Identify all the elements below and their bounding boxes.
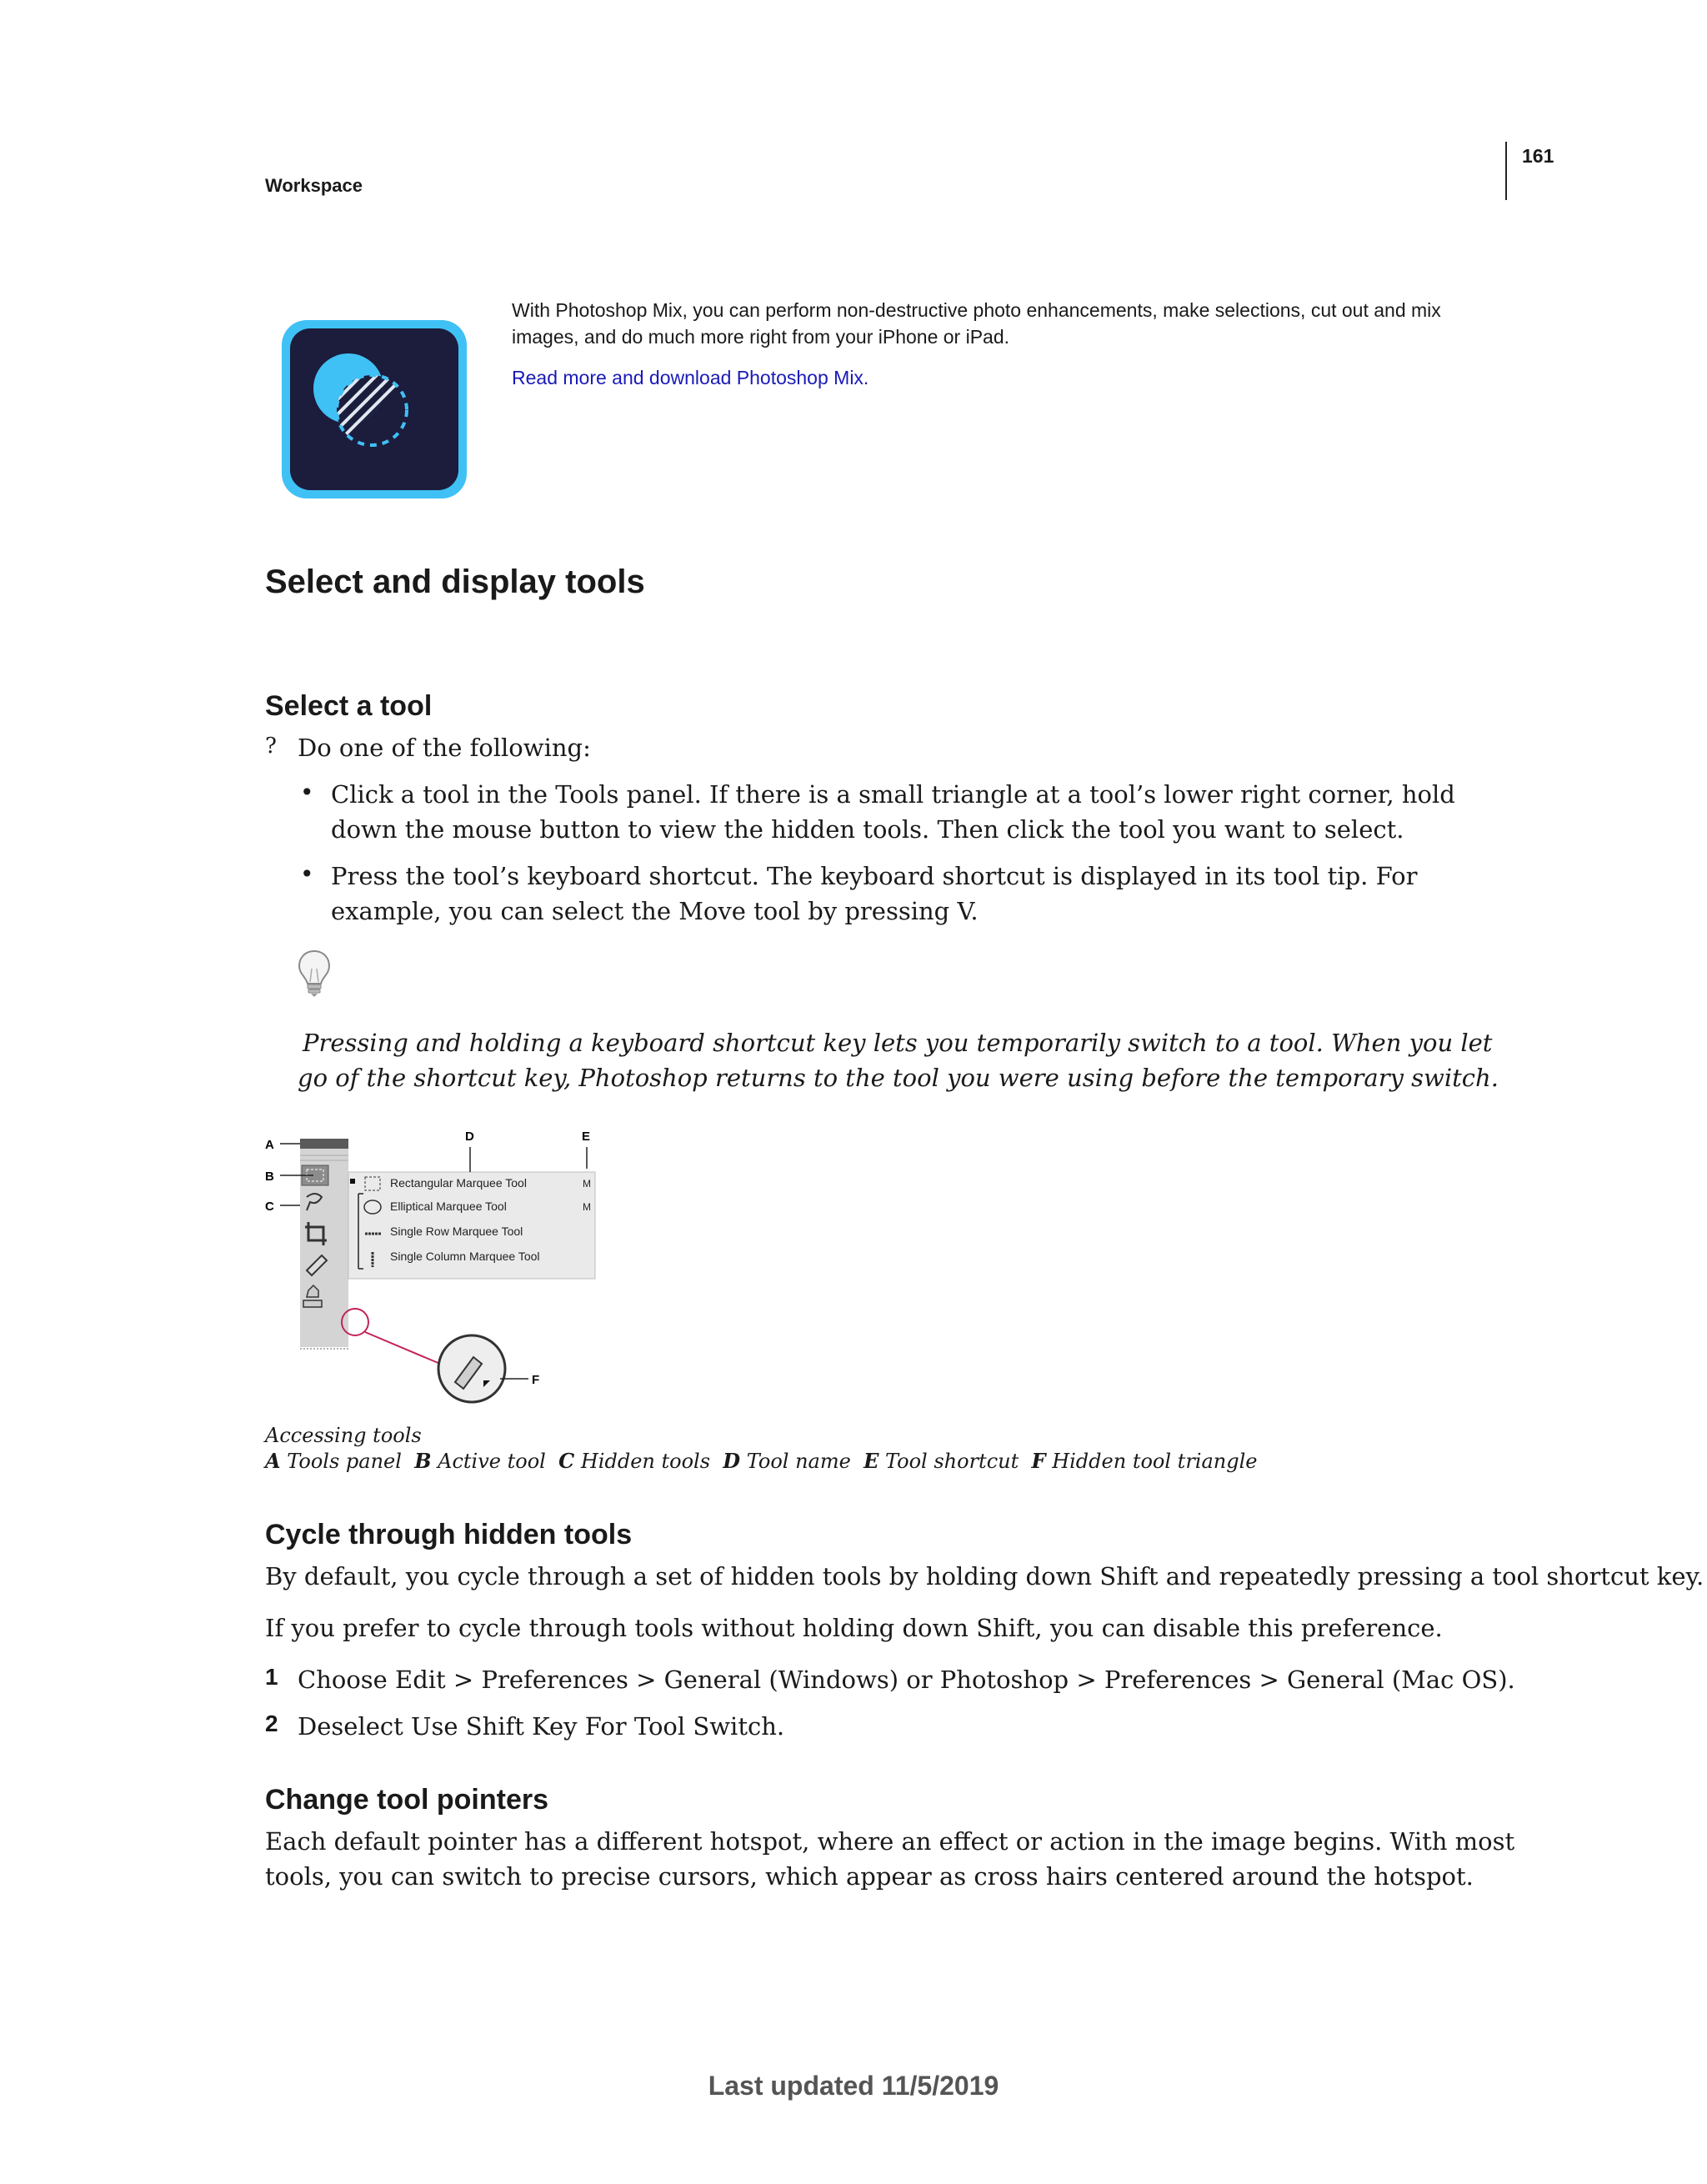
photoshop-mix-app-icon — [278, 317, 470, 502]
step-number: 2 — [265, 1711, 278, 1736]
section-title: Select and display tools — [265, 564, 645, 600]
header-rule — [1505, 142, 1507, 200]
callout-e: E — [582, 1130, 591, 1144]
step-text: Deselect Use Shift Key For Tool Switch. — [298, 1712, 785, 1741]
legend-label: Hidden tools — [580, 1450, 711, 1473]
menu-item-shortcut: M — [583, 1178, 591, 1190]
running-header: Workspace — [265, 175, 363, 196]
callout-f: F — [532, 1373, 540, 1387]
menu-item-name: Elliptical Marquee Tool — [390, 1200, 507, 1213]
legend-label: Hidden tool triangle — [1052, 1450, 1258, 1473]
legend-label: Active tool — [438, 1450, 546, 1473]
legend-key: F — [1031, 1449, 1046, 1473]
step-marker: ? — [265, 734, 277, 759]
bullet-item: Press the tool’s keyboard shortcut. The keyboard shortcut is displayed in its tool tip. For example, you can select the Move tool by pressing V. — [331, 862, 1418, 925]
page-footer: Last updated 11/5/2019 — [708, 2071, 999, 2101]
legend-label: Tool name — [746, 1450, 851, 1473]
callout-a: A — [265, 1138, 274, 1152]
callout-c: C — [265, 1200, 274, 1214]
heading-change-tool-pointers: Change tool pointers — [265, 1784, 548, 1816]
step-text: Choose Edit > Preferences > General (Windows) or Photoshop > Preferences > General (Mac OS). — [298, 1666, 1515, 1694]
bullet-dot: • — [300, 779, 314, 806]
legend-label: Tools panel — [287, 1450, 402, 1473]
heading-select-a-tool: Select a tool — [265, 690, 433, 722]
download-photoshop-mix-link[interactable]: Read more and download Photoshop Mix. — [512, 367, 869, 388]
menu-item-name: Single Row Marquee Tool — [390, 1225, 523, 1238]
tools-panel-figure — [265, 1122, 615, 1414]
tip-text: Pressing and holding a keyboard shortcut key lets you temporarily switch to a tool. When you let go of the shortcut key, Photoshop returns to the tool you were using before the temporary switch. — [298, 1029, 1499, 1092]
bullet-dot: • — [300, 860, 314, 888]
page-number: 161 — [1522, 145, 1554, 167]
step-number: 1 — [265, 1664, 278, 1690]
paragraph: Each default pointer has a different hotspot, where an effect or action in the image begins. With most tools, you can switch to precise cursors, which appear as cross hairs centered around the hotspot. — [265, 1827, 1515, 1891]
promo-description: With Photoshop Mix, you can perform non-destructive photo enhancements, make selections, cut out and mix images, and do much more right from your iPhone or iPad. — [512, 299, 1441, 348]
step-text: Do one of the following: — [298, 734, 591, 762]
tools-panel — [300, 1139, 348, 1349]
figure-caption-title: Accessing tools — [265, 1424, 422, 1447]
legend-key: A — [265, 1449, 281, 1473]
heading-cycle-hidden-tools: Cycle through hidden tools — [265, 1519, 633, 1550]
menu-item-shortcut: M — [583, 1201, 591, 1213]
bullet-item: Click a tool in the Tools panel. If there is a small triangle at a tool’s lower right corner, hold down the mouse button to view the hidden tools. Then click the tool you want to select. — [331, 780, 1455, 844]
callout-d: D — [465, 1130, 474, 1144]
menu-item-name: Rectangular Marquee Tool — [390, 1176, 527, 1190]
legend-key: B — [414, 1449, 432, 1473]
lightbulb-icon — [297, 949, 332, 999]
legend-key: C — [558, 1449, 575, 1473]
menu-item-name: Single Column Marquee Tool — [390, 1250, 540, 1263]
callout-b: B — [265, 1170, 274, 1184]
legend-label: Tool shortcut — [885, 1450, 1019, 1473]
paragraph: By default, you cycle through a set of hidden tools by holding down Shift and repeatedly pressing a tool shortcut key. — [265, 1562, 1704, 1590]
paragraph: If you prefer to cycle through tools without holding down Shift, you can disable this preference. — [265, 1614, 1443, 1642]
figure-caption-legend — [265, 1449, 1257, 1473]
legend-key: E — [864, 1449, 879, 1473]
legend-key: D — [723, 1449, 741, 1473]
hidden-tools-menu — [348, 1172, 595, 1279]
